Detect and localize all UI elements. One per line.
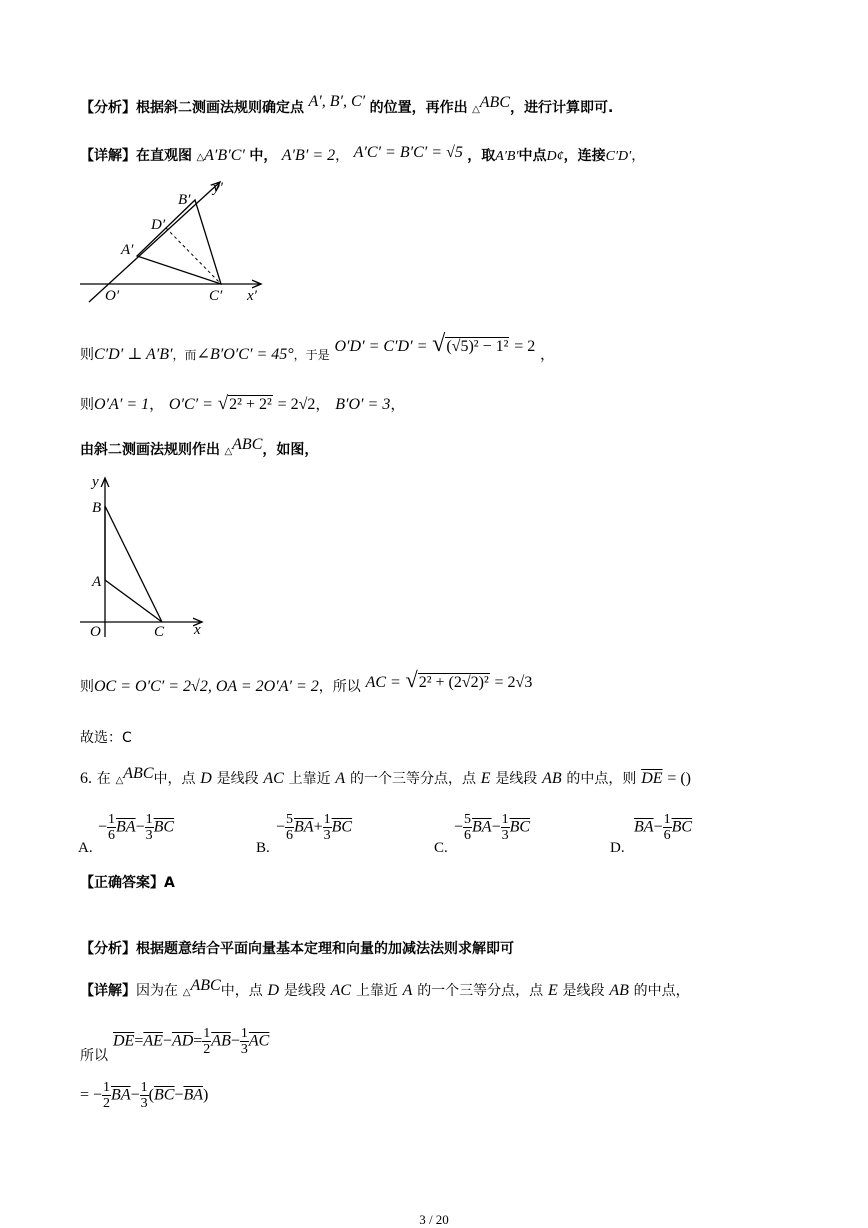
fig2-label-y: y <box>92 474 99 490</box>
fig2-label-a: A <box>92 574 102 590</box>
fig2-label-c: C <box>154 624 165 640</box>
equation-1: $\overline{DE}=\overline{AE}-\overline{AD}=$ $\frac{1}{2}$ $\overline{AB}-$ $\frac{1}{3}$ $\overline{AC}$ <box>113 1026 270 1057</box>
detail-line-1: 【详解】在直观图 △A′B′C′ 中， A′B′ = 2， A′C′ = B′C′ = √5 ，取A′B′中点D¢，连接C′D′， <box>80 144 646 164</box>
fig1-label-a: A′ <box>121 242 134 258</box>
equation-2: = − $\frac{1}{2}$ $\overline{BA}-$ $\frac{1}{3}$ $(\overline{BC}-\overline{BA})$ <box>80 1080 209 1111</box>
answer-1: 故选：C <box>80 730 132 746</box>
fig2-label-o: O <box>90 624 101 640</box>
line-perpendicular: 则C′D′ ⊥ A′B′，而∠B′O′C′ = 45°，于是 O′D′ = C′D′ = √(√5)² − 1² = 2 ， <box>80 331 556 363</box>
correct-answer: 【正确答案】A <box>80 875 175 891</box>
analysis-tag: 【分析】 <box>80 100 136 116</box>
page-number: 3 / 20 <box>419 1212 449 1227</box>
detail-line-2: 【详解】因为在 △ABC中，点 D 是线段 AC 上靠近 A 的一个三等分点，点 E 是线段 AB 的中点， <box>80 977 690 999</box>
fig2-label-x: x <box>194 622 201 638</box>
fig1-label-d: D′ <box>151 217 166 233</box>
points-label: A′, B′, C′ <box>308 93 366 110</box>
line-ac: 则OC = O′C′ = 2√2, OA = 2O′A′ = 2，所以 AC = √2² + (2√2)² = 2√3 <box>80 667 533 695</box>
fig1-label-c: C′ <box>209 288 223 304</box>
question-6: 6. 在 △ABC中，点 D 是线段 AC 上靠近 A 的一个三等分点，点 E 是线段 AB 的中点，则 $\overline{DE}$ = () <box>80 765 691 787</box>
detail-tag: 【详解】 <box>80 148 136 164</box>
figure-triangle-abc <box>78 472 218 642</box>
fig1-label-x: x′ <box>247 288 257 304</box>
analysis-line-2: 【分析】根据题意结合平面向量基本定理和向量的加减法法则求解即可 <box>80 941 514 957</box>
analysis-line-1: 【分析】根据斜二测画法规则确定点 A′, B′, C′ 的位置，再作出 △ABC，进行计算即可. <box>80 93 614 116</box>
figure-oblique-triangle <box>75 176 275 306</box>
line-oa: 则O′A′ = 1， O′C′ = √2² + 2² = 2√2， B′O′ = 3， <box>80 393 406 414</box>
line-draw: 由斜二测画法规则作出 △ABC，如图， <box>80 436 319 458</box>
fig2-label-b: B <box>92 500 102 516</box>
so-label: 所以 <box>80 1048 108 1064</box>
fig1-label-y: y′ <box>213 180 223 196</box>
fig1-label-b: B′ <box>178 192 191 208</box>
fig1-label-o: O′ <box>105 288 120 304</box>
